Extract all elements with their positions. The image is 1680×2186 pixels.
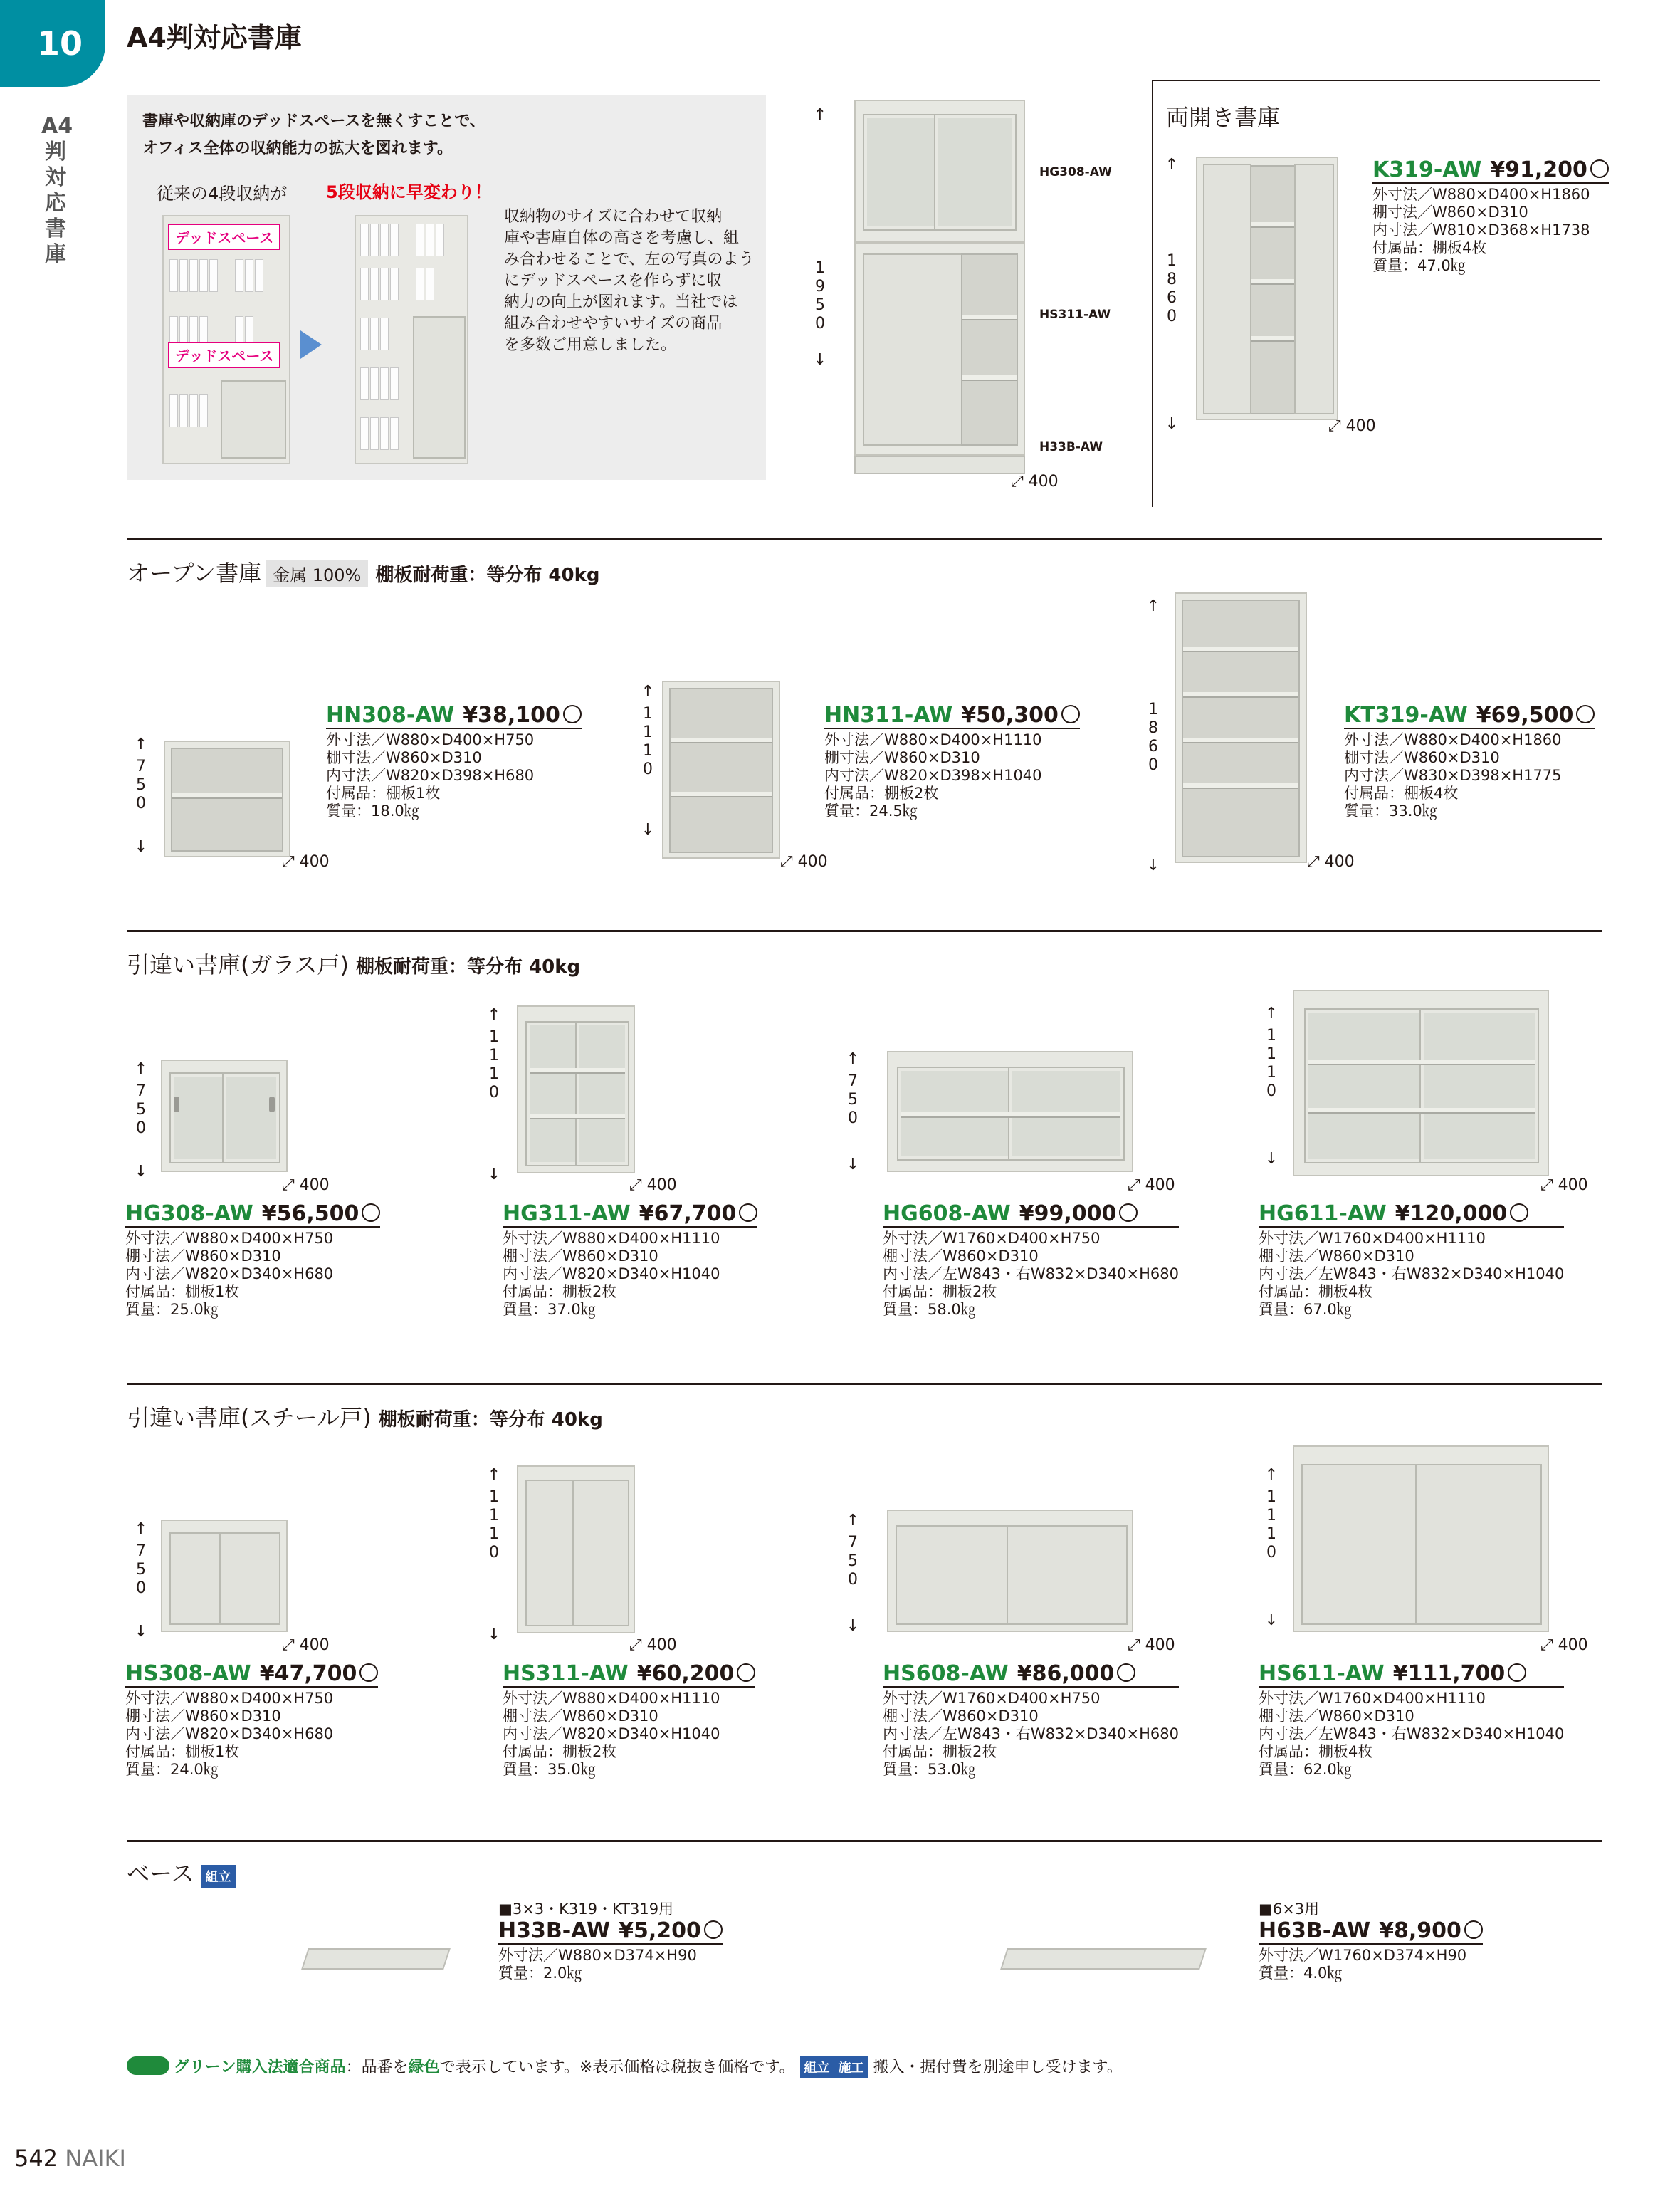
hg311-depth-dim: ⤢ 400: [629, 1176, 677, 1194]
dead-space-label-1: デッドスペース: [168, 224, 280, 250]
hs611-image: [1293, 1445, 1549, 1632]
hn308-height-dim: ↑ 750 ↓: [134, 736, 148, 856]
hs308-spec: HS308-AW ¥47,700 外寸法／W880×D400×H750 棚寸法／W860×D310 内寸法／W820×D340×H680 付属品：棚板1枚 質量：24.0㎏: [125, 1663, 378, 1779]
hs311-spec: HS311-AW ¥60,200 外寸法／W880×D400×H1110 棚寸法／W860×D310 内寸法／W820×D340×H1040 付属品：棚板2枚 質量：35.0㎏: [503, 1663, 755, 1779]
stack-glass-unit: [854, 100, 1025, 242]
stack-label-hs311: HS311-AW: [1039, 308, 1111, 322]
hs608-image: [887, 1510, 1133, 1632]
hs611-depth-dim: ⤢ 400: [1540, 1636, 1588, 1654]
glass-section-title: 引違い書庫(ガラス戸) 棚板耐荷重：等分布 40kg: [127, 951, 581, 978]
intro-after-label: 5段収納に早変わり！: [326, 182, 492, 202]
hn308-image: [164, 741, 290, 857]
hg311-image: [517, 1005, 635, 1173]
hn308-spec: HN308-AW ¥38,100 外寸法／W880×D400×H750 棚寸法／W860×D310 内寸法／W820×D398×H680 付属品：棚板1枚 質量：18.0㎏: [326, 705, 582, 820]
hg308-image: [161, 1060, 288, 1172]
stack-depth-dim: ⤢ 400: [1011, 473, 1059, 491]
hs308-height-dim: ↑ 750 ↓: [134, 1520, 148, 1641]
hg308-spec: HG308-AW ¥56,500 外寸法／W880×D400×H750 棚寸法／W860×D310 内寸法／W820×D340×H680 付属品：棚板1枚 質量：25.0㎏: [125, 1203, 380, 1319]
divider: [127, 1383, 1602, 1385]
k319-spec: K319-AW ¥91,200 外寸法／W880×D400×H1860 棚寸法／W860×D310 内寸法／W810×D368×H1738 付属品：棚板4枚 質量：47.0㎏: [1372, 159, 1609, 275]
intro-panel: [127, 95, 766, 480]
before-photo: [162, 215, 290, 464]
intro-body: 収納物のサイズに合わせて収納 庫や書庫自体の高さを考慮し、組 み合わせることで、左の写真のよう にデッドスペースを作らずに収 納力の向上が図れます。当社では 組み合わせやすいサイズの商品 を多数ご用意しました。: [504, 208, 755, 354]
hg311-height-dim: ↑ 1110 ↓: [487, 1006, 501, 1183]
stack-steel-unit: [854, 242, 1025, 456]
hn308-depth-dim: ⤢ 400: [282, 853, 330, 871]
divider: [1152, 80, 1600, 81]
hn311-depth-dim: ⤢ 400: [780, 853, 828, 871]
hg608-height-dim: ↑ 750 ↓: [846, 1050, 860, 1173]
hn311-height-dim: ↑ 1110 ↓: [641, 683, 655, 839]
stack-base: [854, 456, 1025, 474]
hg611-image: [1293, 990, 1549, 1176]
stack-height-dim: ↑ 1950 ↓: [813, 106, 827, 369]
after-photo: [355, 215, 468, 464]
hg608-spec: HG608-AW ¥99,000 外寸法／W1760×D400×H750 棚寸法／W860×D310 内寸法／左W843・右W832×D340×H680 付属品：棚板2枚 質量：58.0㎏: [883, 1201, 1180, 1318]
hs308-depth-dim: ⤢ 400: [282, 1636, 330, 1654]
hs311-image: [517, 1465, 635, 1633]
kt319-depth-dim: ⤢ 400: [1307, 853, 1355, 871]
hs311-depth-dim: ⤢ 400: [629, 1636, 677, 1654]
dead-space-label-2: デッドスペース: [168, 342, 280, 368]
open-section-title: オープン書庫 金属 100% 棚板耐荷重：等分布 40kg: [127, 560, 600, 587]
hn311-image: [662, 681, 780, 859]
h63b-spec: ■6×3用 H63B-AW ¥8,900 外寸法／W1760×D374×H90 質量：4.0㎏: [1259, 1898, 1483, 1982]
hs608-height-dim: ↑ 750 ↓: [846, 1512, 860, 1635]
h63b-image: [1000, 1948, 1207, 1970]
stack-label-hg308: HG308-AW: [1039, 165, 1112, 179]
hg311-spec: HG311-AW ¥67,700 外寸法／W880×D400×H1110 棚寸法／W860×D310 内寸法／W820×D340×H1040 付属品：棚板2枚 質量：37.0㎏: [503, 1203, 757, 1319]
green-mark-icon: [127, 2056, 169, 2075]
column-divider: [1152, 80, 1156, 507]
page-number: 542 NAIKI: [14, 2145, 126, 2172]
divider: [127, 930, 1602, 932]
hg308-depth-dim: ⤢ 400: [282, 1176, 330, 1194]
hs611-spec: HS611-AW ¥111,700 外寸法／W1760×D400×H1110 棚寸法／W860×D310 内寸法／左W843・右W832×D340×H1040 付属品：棚板4枚 質量：62.0㎏: [1259, 1661, 1565, 1778]
hs611-height-dim: ↑ 1110 ↓: [1264, 1466, 1279, 1629]
h33b-image: [301, 1948, 451, 1970]
double-door-title: 両開き書庫: [1166, 104, 1281, 131]
k319-depth-dim: ⤢ 400: [1328, 417, 1376, 435]
chapter-tab: 10: [0, 0, 105, 87]
k319-image: [1196, 157, 1338, 420]
intro-lead-1: 書庫や収納庫のデッドスペースを無くすことで、: [142, 113, 485, 130]
hs608-spec: HS608-AW ¥86,000 外寸法／W1760×D400×H750 棚寸法／W860×D310 内寸法／左W843・右W832×D340×H680 付属品：棚板2枚 質量：53.0㎏: [883, 1661, 1180, 1778]
hg611-height-dim: ↑ 1110 ↓: [1264, 1005, 1279, 1168]
h33b-spec: ■3×3・K319・KT319用 H33B-AW ¥5,200 外寸法／W880×D374×H90 質量：2.0㎏: [498, 1898, 723, 1982]
k319-height-dim: ↑ 1860 ↓: [1165, 156, 1179, 433]
hn311-spec: HN311-AW ¥50,300 外寸法／W880×D400×H1110 棚寸法／W860×D310 内寸法／W820×D398×H1040 付属品：棚板2枚 質量：24.5㎏: [824, 705, 1080, 820]
hg611-depth-dim: ⤢ 400: [1540, 1176, 1588, 1194]
footer-note: グリーン購入法適合商品：品番を緑色で表示しています。※表示価格は税抜き価格です。 組立 施工 搬入・据付費を別途申し受けます。: [127, 2055, 1123, 2078]
divider: [127, 538, 1602, 540]
base-section-title: ベース 組立: [127, 1856, 236, 1888]
divider: [127, 1840, 1602, 1842]
kt319-spec: KT319-AW ¥69,500 外寸法／W880×D400×H1860 棚寸法／W860×D310 内寸法／W830×D398×H1775 付属品：棚板4枚 質量：33.0㎏: [1344, 705, 1595, 820]
kt319-height-dim: ↑ 1860 ↓: [1146, 597, 1160, 874]
kt319-image: [1175, 592, 1307, 863]
hg308-height-dim: ↑ 750 ↓: [134, 1060, 148, 1181]
steel-section-title: 引違い書庫(スチール戸) 棚板耐荷重：等分布 40kg: [127, 1404, 603, 1431]
intro-lead-2: オフィス全体の収納能力の拡大を図れます。: [142, 140, 453, 157]
hg608-depth-dim: ⤢ 400: [1128, 1176, 1175, 1194]
arrow-icon: [300, 330, 322, 359]
stack-label-h33b: H33B-AW: [1039, 440, 1103, 454]
hs308-image: [161, 1520, 288, 1632]
hg608-image: [887, 1051, 1133, 1172]
hs608-depth-dim: ⤢ 400: [1128, 1636, 1175, 1654]
intro-before-label: 従来の4段収納が: [157, 184, 288, 204]
hs311-height-dim: ↑ 1110 ↓: [487, 1466, 501, 1643]
hg611-spec: HG611-AW ¥120,000 外寸法／W1760×D400×H1110 棚寸法／W860×D310 内寸法／左W843・右W832×D340×H1040 付属品：棚板4枚 質量：67.0㎏: [1259, 1201, 1565, 1318]
side-label: A4判対応書庫: [41, 114, 73, 267]
page-title: A4判対応書庫: [127, 22, 302, 53]
